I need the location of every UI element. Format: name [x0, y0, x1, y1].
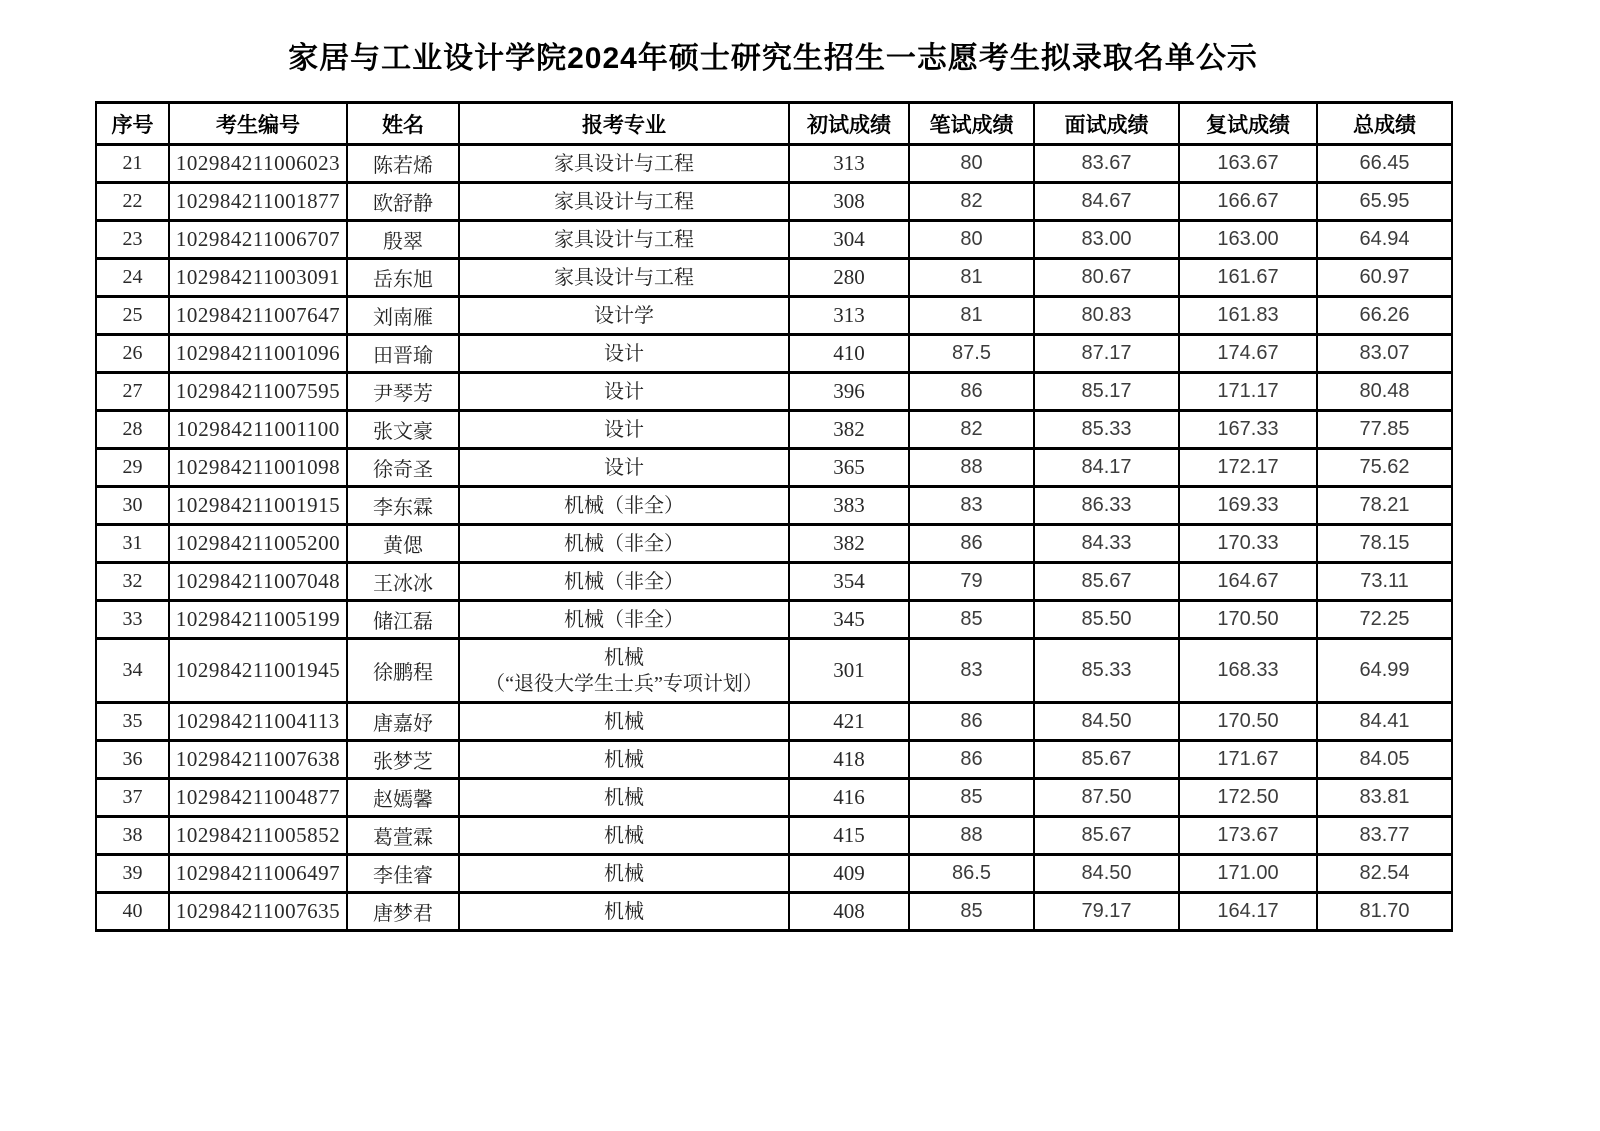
- cell-initial-score: 304: [789, 221, 909, 259]
- cell-total-score: 72.25: [1317, 601, 1452, 639]
- cell-major: [459, 639, 789, 703]
- table-row: [96, 779, 1452, 817]
- cell-initial-score: 409: [789, 855, 909, 893]
- cell-candidate-id: 102984211007635: [169, 893, 347, 931]
- table-row: [96, 259, 1452, 297]
- cell-initial-score: 421: [789, 703, 909, 741]
- major-note-label: （“退役大学生士兵”专项计划）: [485, 672, 763, 695]
- cell-index: 32: [96, 563, 169, 601]
- cell-candidate-id: 102984211005852: [169, 817, 347, 855]
- cell-written-score: 86: [909, 741, 1034, 779]
- cell-index: 33: [96, 601, 169, 639]
- cell-candidate-id: 102984211005199: [169, 601, 347, 639]
- cell-total-score: 83.07: [1317, 335, 1452, 373]
- major-label: 机械（非全）: [564, 494, 684, 517]
- cell-initial-score: 382: [789, 525, 909, 563]
- cell-initial-score: 410: [789, 335, 909, 373]
- cell-candidate-id: 102984211006023: [169, 145, 347, 183]
- table-row: [96, 449, 1452, 487]
- cell-candidate-id: 102984211004877: [169, 779, 347, 817]
- table-body: [96, 145, 1452, 931]
- cell-name: 葛萱霖: [347, 817, 459, 855]
- cell-index: 37: [96, 779, 169, 817]
- cell-index: 25: [96, 297, 169, 335]
- cell-retest-score: 171.17: [1179, 373, 1317, 411]
- admission-table: [95, 101, 1453, 932]
- cell-interview-score: 84.17: [1034, 449, 1179, 487]
- cell-written-score: 85: [909, 601, 1034, 639]
- cell-interview-score: 80.67: [1034, 259, 1179, 297]
- cell-major: [459, 449, 789, 487]
- table-row: [96, 411, 1452, 449]
- cell-interview-score: 83.67: [1034, 145, 1179, 183]
- major-label: 家具设计与工程: [554, 152, 694, 175]
- cell-initial-score: 313: [789, 297, 909, 335]
- cell-index: 24: [96, 259, 169, 297]
- col-header-written-score: 笔试成绩: [909, 103, 1034, 145]
- cell-name: 张梦芝: [347, 741, 459, 779]
- cell-interview-score: 85.50: [1034, 601, 1179, 639]
- cell-interview-score: 85.33: [1034, 639, 1179, 703]
- cell-initial-score: 383: [789, 487, 909, 525]
- cell-interview-score: 87.50: [1034, 779, 1179, 817]
- cell-candidate-id: 102984211007048: [169, 563, 347, 601]
- cell-candidate-id: 102984211001096: [169, 335, 347, 373]
- major-label: 家具设计与工程: [554, 266, 694, 289]
- major-label: 设计: [604, 342, 644, 365]
- cell-major: [459, 855, 789, 893]
- cell-retest-score: 166.67: [1179, 183, 1317, 221]
- cell-name: 徐鹏程: [347, 639, 459, 703]
- cell-retest-score: 170.50: [1179, 703, 1317, 741]
- cell-interview-score: 85.67: [1034, 817, 1179, 855]
- cell-written-score: 88: [909, 449, 1034, 487]
- table-row: [96, 145, 1452, 183]
- cell-major: [459, 335, 789, 373]
- cell-major: [459, 297, 789, 335]
- cell-written-score: 79: [909, 563, 1034, 601]
- table-row: [96, 893, 1452, 931]
- cell-interview-score: 86.33: [1034, 487, 1179, 525]
- cell-name: 欧舒静: [347, 183, 459, 221]
- cell-retest-score: 161.67: [1179, 259, 1317, 297]
- table-row: [96, 639, 1452, 703]
- cell-retest-score: 169.33: [1179, 487, 1317, 525]
- cell-written-score: 81: [909, 297, 1034, 335]
- cell-major: [459, 259, 789, 297]
- table-row: [96, 373, 1452, 411]
- cell-index: 30: [96, 487, 169, 525]
- cell-major: [459, 525, 789, 563]
- cell-written-score: 86: [909, 703, 1034, 741]
- cell-name: 李东霖: [347, 487, 459, 525]
- cell-written-score: 86: [909, 525, 1034, 563]
- cell-initial-score: 396: [789, 373, 909, 411]
- cell-interview-score: 87.17: [1034, 335, 1179, 373]
- major-label: 机械: [604, 900, 644, 923]
- cell-name: 王冰冰: [347, 563, 459, 601]
- cell-name: 唐嘉妤: [347, 703, 459, 741]
- cell-written-score: 83: [909, 487, 1034, 525]
- cell-major: [459, 145, 789, 183]
- cell-written-score: 80: [909, 145, 1034, 183]
- table-row: [96, 741, 1452, 779]
- cell-interview-score: 84.50: [1034, 855, 1179, 893]
- cell-index: 35: [96, 703, 169, 741]
- cell-index: 36: [96, 741, 169, 779]
- cell-candidate-id: 102984211001915: [169, 487, 347, 525]
- cell-initial-score: 418: [789, 741, 909, 779]
- major-label: 设计: [604, 380, 644, 403]
- cell-retest-score: 170.50: [1179, 601, 1317, 639]
- cell-total-score: 64.94: [1317, 221, 1452, 259]
- cell-retest-score: 167.33: [1179, 411, 1317, 449]
- cell-index: 34: [96, 639, 169, 703]
- table-row: [96, 297, 1452, 335]
- table-row: [96, 817, 1452, 855]
- major-label: 设计学: [594, 304, 654, 327]
- cell-retest-score: 174.67: [1179, 335, 1317, 373]
- cell-retest-score: 163.67: [1179, 145, 1317, 183]
- cell-major: [459, 741, 789, 779]
- cell-interview-score: 85.67: [1034, 563, 1179, 601]
- cell-name: 尹琴芳: [347, 373, 459, 411]
- major-label: 家具设计与工程: [554, 228, 694, 251]
- cell-candidate-id: 102984211001877: [169, 183, 347, 221]
- col-header-candidate-id: 考生编号: [169, 103, 347, 145]
- cell-written-score: 82: [909, 183, 1034, 221]
- cell-initial-score: 382: [789, 411, 909, 449]
- cell-name: 田晋瑜: [347, 335, 459, 373]
- cell-candidate-id: 102984211007647: [169, 297, 347, 335]
- major-label: 机械（非全）: [564, 570, 684, 593]
- cell-retest-score: 173.67: [1179, 817, 1317, 855]
- cell-name: 岳东旭: [347, 259, 459, 297]
- cell-major: [459, 703, 789, 741]
- major-label: 机械: [604, 786, 644, 809]
- table-row: [96, 855, 1452, 893]
- cell-interview-score: 79.17: [1034, 893, 1179, 931]
- cell-major: [459, 221, 789, 259]
- cell-total-score: 64.99: [1317, 639, 1452, 703]
- cell-major: [459, 779, 789, 817]
- major-label: 设计: [604, 418, 644, 441]
- cell-total-score: 80.48: [1317, 373, 1452, 411]
- cell-total-score: 65.95: [1317, 183, 1452, 221]
- cell-candidate-id: 102984211005200: [169, 525, 347, 563]
- table-header-row: [96, 103, 1452, 145]
- cell-major: [459, 601, 789, 639]
- major-label: 机械: [604, 748, 644, 771]
- cell-total-score: 83.77: [1317, 817, 1452, 855]
- cell-written-score: 85: [909, 779, 1034, 817]
- cell-initial-score: 408: [789, 893, 909, 931]
- cell-interview-score: 85.33: [1034, 411, 1179, 449]
- cell-total-score: 60.97: [1317, 259, 1452, 297]
- cell-written-score: 81: [909, 259, 1034, 297]
- cell-index: 27: [96, 373, 169, 411]
- cell-interview-score: 80.83: [1034, 297, 1179, 335]
- cell-name: 储江磊: [347, 601, 459, 639]
- cell-retest-score: 164.67: [1179, 563, 1317, 601]
- table-row: [96, 703, 1452, 741]
- cell-retest-score: 171.00: [1179, 855, 1317, 893]
- table-row: [96, 601, 1452, 639]
- cell-index: 21: [96, 145, 169, 183]
- cell-name: 殷翠: [347, 221, 459, 259]
- cell-interview-score: 85.17: [1034, 373, 1179, 411]
- table-row: [96, 221, 1452, 259]
- cell-candidate-id: 102984211006707: [169, 221, 347, 259]
- major-label: 家具设计与工程: [554, 190, 694, 213]
- cell-name: 唐梦君: [347, 893, 459, 931]
- cell-retest-score: 163.00: [1179, 221, 1317, 259]
- table-row: [96, 335, 1452, 373]
- cell-interview-score: 84.67: [1034, 183, 1179, 221]
- cell-total-score: 78.21: [1317, 487, 1452, 525]
- cell-major: [459, 563, 789, 601]
- cell-interview-score: 84.33: [1034, 525, 1179, 563]
- cell-retest-score: 172.50: [1179, 779, 1317, 817]
- cell-name: 张文豪: [347, 411, 459, 449]
- table-row: [96, 563, 1452, 601]
- cell-initial-score: 308: [789, 183, 909, 221]
- cell-major: [459, 373, 789, 411]
- cell-index: 38: [96, 817, 169, 855]
- cell-index: 39: [96, 855, 169, 893]
- cell-candidate-id: 102984211001100: [169, 411, 347, 449]
- cell-written-score: 80: [909, 221, 1034, 259]
- cell-candidate-id: 102984211004113: [169, 703, 347, 741]
- major-label: 设计: [604, 456, 644, 479]
- cell-name: 赵嫣馨: [347, 779, 459, 817]
- cell-index: 22: [96, 183, 169, 221]
- cell-major: [459, 487, 789, 525]
- col-header-interview-score: 面试成绩: [1034, 103, 1179, 145]
- cell-candidate-id: 102984211007595: [169, 373, 347, 411]
- cell-written-score: 88: [909, 817, 1034, 855]
- cell-total-score: 82.54: [1317, 855, 1452, 893]
- col-header-major: 报考专业: [459, 103, 789, 145]
- cell-initial-score: 280: [789, 259, 909, 297]
- col-header-initial-score: 初试成绩: [789, 103, 909, 145]
- cell-name: 李佳睿: [347, 855, 459, 893]
- cell-total-score: 75.62: [1317, 449, 1452, 487]
- cell-name: 黄偲: [347, 525, 459, 563]
- cell-initial-score: 345: [789, 601, 909, 639]
- cell-name: 徐奇圣: [347, 449, 459, 487]
- cell-name: 刘南雁: [347, 297, 459, 335]
- cell-initial-score: 365: [789, 449, 909, 487]
- page-title: 家居与工业设计学院2024年硕士研究生招生一志愿考生拟录取名单公示: [288, 42, 1258, 75]
- cell-initial-score: 416: [789, 779, 909, 817]
- cell-total-score: 78.15: [1317, 525, 1452, 563]
- cell-index: 29: [96, 449, 169, 487]
- cell-initial-score: 301: [789, 639, 909, 703]
- table-row: [96, 183, 1452, 221]
- cell-index: 28: [96, 411, 169, 449]
- cell-retest-score: 170.33: [1179, 525, 1317, 563]
- cell-interview-score: 83.00: [1034, 221, 1179, 259]
- cell-initial-score: 415: [789, 817, 909, 855]
- cell-initial-score: 313: [789, 145, 909, 183]
- cell-major: [459, 817, 789, 855]
- cell-initial-score: 354: [789, 563, 909, 601]
- cell-index: 26: [96, 335, 169, 373]
- major-label: 机械: [604, 646, 644, 669]
- col-header-total-score: 总成绩: [1317, 103, 1452, 145]
- cell-written-score: 83: [909, 639, 1034, 703]
- cell-written-score: 86.5: [909, 855, 1034, 893]
- cell-retest-score: 164.17: [1179, 893, 1317, 931]
- cell-total-score: 83.81: [1317, 779, 1452, 817]
- cell-major: [459, 893, 789, 931]
- col-header-retest-score: 复试成绩: [1179, 103, 1317, 145]
- cell-written-score: 85: [909, 893, 1034, 931]
- cell-written-score: 87.5: [909, 335, 1034, 373]
- major-label: 机械: [604, 710, 644, 733]
- cell-index: 40: [96, 893, 169, 931]
- col-header-name: 姓名: [347, 103, 459, 145]
- cell-written-score: 86: [909, 373, 1034, 411]
- table-row: [96, 525, 1452, 563]
- cell-total-score: 77.85: [1317, 411, 1452, 449]
- cell-major: [459, 183, 789, 221]
- cell-retest-score: 171.67: [1179, 741, 1317, 779]
- cell-major: [459, 411, 789, 449]
- col-header-index: 序号: [96, 103, 169, 145]
- cell-index: 31: [96, 525, 169, 563]
- cell-candidate-id: 102984211003091: [169, 259, 347, 297]
- cell-total-score: 66.45: [1317, 145, 1452, 183]
- cell-retest-score: 161.83: [1179, 297, 1317, 335]
- major-label: 机械（非全）: [564, 608, 684, 631]
- cell-total-score: 84.41: [1317, 703, 1452, 741]
- table-row: [96, 487, 1452, 525]
- cell-total-score: 66.26: [1317, 297, 1452, 335]
- cell-candidate-id: 102984211001945: [169, 639, 347, 703]
- major-label: 机械（非全）: [564, 532, 684, 555]
- cell-candidate-id: 102984211001098: [169, 449, 347, 487]
- cell-written-score: 82: [909, 411, 1034, 449]
- cell-index: 23: [96, 221, 169, 259]
- cell-total-score: 81.70: [1317, 893, 1452, 931]
- cell-candidate-id: 102984211006497: [169, 855, 347, 893]
- cell-retest-score: 168.33: [1179, 639, 1317, 703]
- cell-candidate-id: 102984211007638: [169, 741, 347, 779]
- cell-name: 陈若烯: [347, 145, 459, 183]
- cell-interview-score: 84.50: [1034, 703, 1179, 741]
- cell-retest-score: 172.17: [1179, 449, 1317, 487]
- major-label: 机械: [604, 824, 644, 847]
- cell-interview-score: 85.67: [1034, 741, 1179, 779]
- cell-total-score: 84.05: [1317, 741, 1452, 779]
- major-label: 机械: [604, 862, 644, 885]
- cell-total-score: 73.11: [1317, 563, 1452, 601]
